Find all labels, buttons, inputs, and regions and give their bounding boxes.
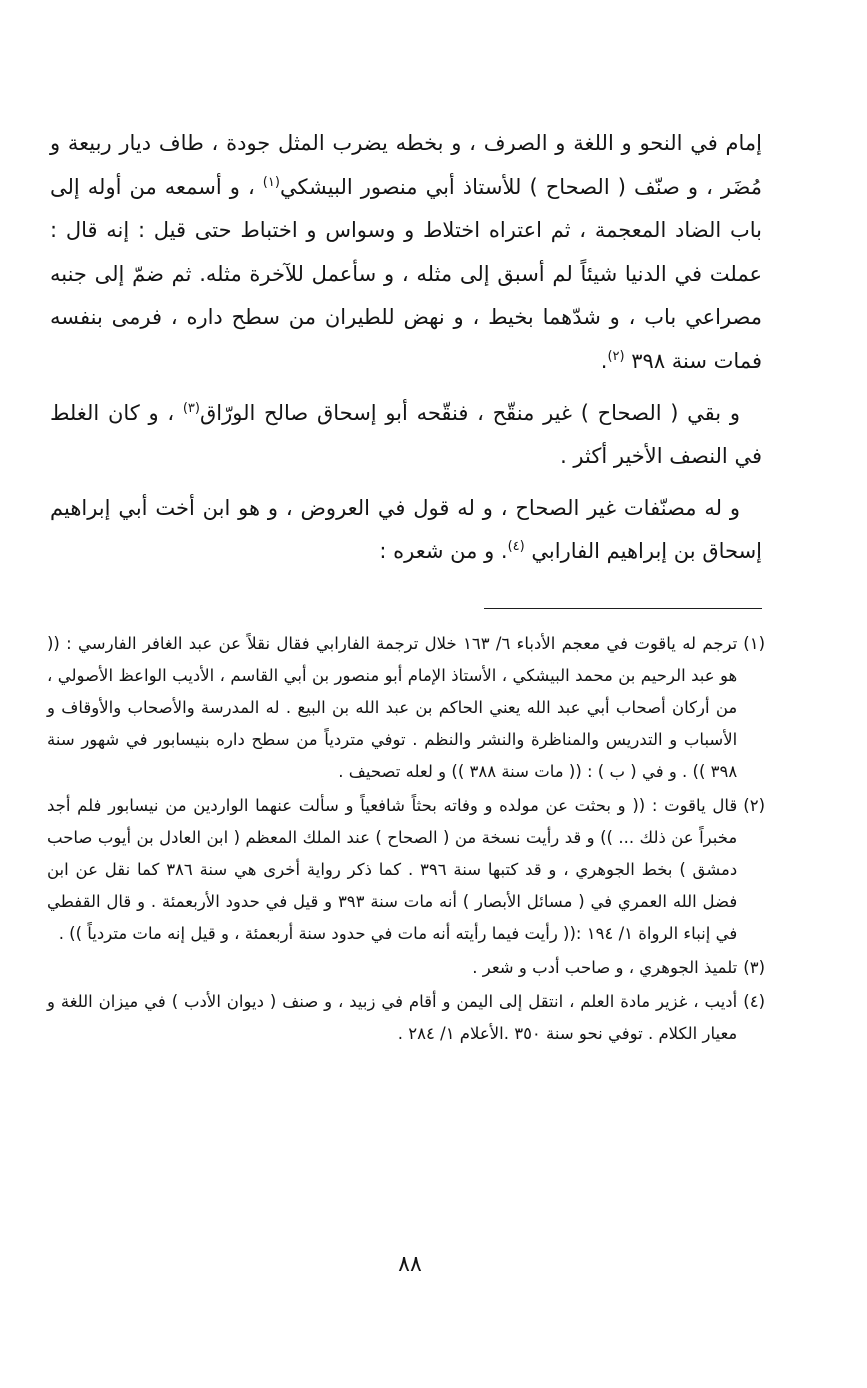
footnote-number: (٣)	[743, 958, 765, 977]
footnote-text: تلميذ الجوهري ، و صاحب أدب و شعر .	[472, 958, 738, 977]
main-text	[50, 122, 762, 582]
footnote-divider	[484, 608, 762, 609]
text-segment: إمام في النحو و اللغة و الصرف ، و بخطه يضرب المثل جودة ، طاف ديار ربيعة و مُضَر ، و صنّف ( الصحاح ) للأستاذ أبي منصور البيشكي	[50, 131, 762, 199]
footnote-ref-2: (٢)	[607, 348, 625, 364]
paragraph-1	[50, 122, 762, 384]
text-segment: و له مصنّفات غير الصحاح ، و له قول في العروض ، و هو ابن أخت أبي إبراهيم إسحاق بن إبراهيم الفارابي	[50, 495, 762, 564]
footnote-ref-1: (١)	[262, 174, 280, 190]
footnote-ref-3: (٣)	[182, 400, 200, 416]
footnote-text: أديب ، غزير مادة العلم ، انتقل إلى اليمن و أقام في زبيد ، و صنف ( ديوان الأدب ) في ميزان اللغة و معيار الكلام . توفي نحو سنة ٣٥٠ .الأعلام ١/ ٢٨٤ .	[47, 992, 738, 1043]
footnote-number: (٢)	[743, 796, 765, 815]
footnote-text: ترجم له ياقوت في معجم الأدباء ٦/ ١٦٣ خلال ترجمة الفارابي فقال نقلاً عن عبد الغافر الفارسي : (( هو عبد الرحيم بن محمد البيشكي ، الأستاذ الإمام أبو منصور بن أبي القاسم ، الأديب الواعظ الأصولي ، من أركان أصحاب أبي عبد الله يعني الحاكم بن عبد الله بن البيع . له المدرسة والأصحاب والأوقاف و الأسباب و التدريس والمناظرة والنشر والنظم . توفي متردياً من سطح داره بنيسابور في شهور سنة ٣٩٨ )) . و في ( ب ) : (( مات سنة ٣٨٨ )) و لعله تصحيف .	[47, 634, 738, 781]
paragraph-2	[50, 392, 762, 479]
footnote-text: قال ياقوت : (( و بحثت عن مولده و وفاته بحثاً شافعياً و سألت عنهما الواردين من نيسابور فلم أجد مخبراً عن ذلك ... )) و قد رأيت نسخة من ( الصحاح ) عند الملك المعظم ( ابن العادل بن أيوب صاحب دمشق ) بخط الجوهري ، و قد كتبها سنة ٣٩٦ . كما ذكر رواية أخرى هي سنة ٣٨٦ كما نقل عن ابن فضل الله العمري في ( مسائل الأبصار ) أنه مات سنة ٣٩٣ و قيل في حدود الأربعمئة . و قال القفطي في إنباء الرواة ١/ ١٩٤ :(( رأيت فيما رأيته أنه مات في حدود سنة أربعمئة ، و قيل إنه مات متردياً )) .	[47, 796, 738, 943]
page-number: ٨٨	[398, 1252, 422, 1277]
footnotes	[47, 628, 765, 1052]
footnote-number: (٤)	[743, 992, 765, 1011]
text-segment: ، و كان الغلط في النصف الأخير أكثر .	[50, 400, 762, 469]
footnote-3	[47, 952, 765, 984]
footnote-1	[47, 628, 765, 788]
text-segment: ، و أسمعه من أوله إلى باب الضاد المعجمة ، ثم اعتراه اختلاط و وسواس و اختباط حتى قيل : إنه قال : عملت في الدنيا شيئاً لم أسبق إلى مثله ، و سأعمل للآخرة مثله. ثم ضمّ إلى جنبه مصراعي باب ، و شدّهما بخيط ، و نهض للطيران من سطح داره ، فرمى بنفسه فمات سنة ٣٩٨	[50, 174, 762, 373]
text-segment: .	[600, 348, 608, 373]
text-segment: . و من شعره :	[379, 539, 508, 564]
footnote-number: (١)	[743, 634, 765, 653]
paragraph-3	[50, 487, 762, 574]
footnote-2	[47, 790, 765, 950]
footnote-4	[47, 986, 765, 1050]
text-segment: و بقي ( الصحاح ) غير منقّح ، فنقّحه أبو إسحاق صالح الورّاق	[199, 400, 740, 425]
footnote-ref-4: (٤)	[507, 539, 525, 555]
